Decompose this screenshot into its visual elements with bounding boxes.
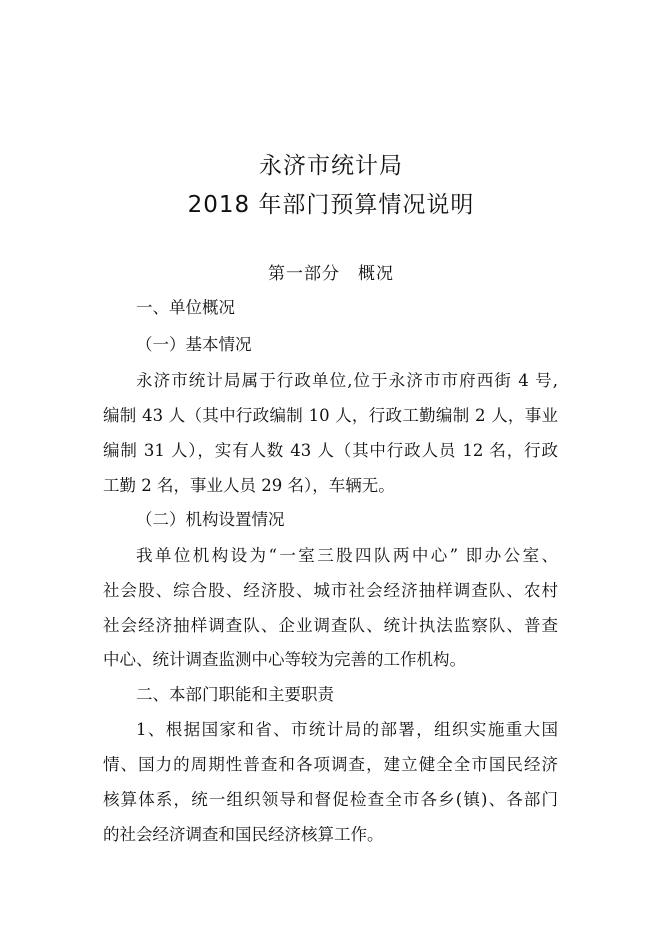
paragraph-line: 我单位机构设为“一室三股四队两中心” 即办公室、 [136,546,558,565]
paragraph-line: 编制 43 人（其中行政编制 10 人，行政工勤编制 2 人，事业 [103,406,558,425]
section-heading-unit-overview: 一、单位概况 [136,298,235,317]
paragraph-line: 的社会经济调查和国民经济核算工作。 [103,825,384,844]
paragraph-line: 核算体系，统一组织领导和督促检查全市各乡(镇)、各部门 [103,790,558,809]
paragraph-line: 1、根据国家和省、市统计局的部署，组织实施重大国 [136,720,558,739]
paragraph-line: 工勤 2 名，事业人员 29 名），车辆无。 [103,476,395,495]
paragraph-line: 编制 31 人），实有人数 43 人（其中行政人员 12 名，行政 [103,441,558,460]
subsection-heading-org-structure: （二）机构设置情况 [136,510,285,529]
section-heading-duties: 二、本部门职能和主要职责 [136,685,334,704]
document-title-org: 永济市统计局 [259,153,403,179]
document-title-main: 2018 年部门预算情况说明 [187,192,475,218]
paragraph-line: 社会经济抽样调查队、企业调查队、统计执法监察队、普查 [103,616,558,635]
paragraph-line: 情、国力的周期性普查和各项调查，建立健全全市国民经济 [103,755,558,774]
paragraph-line: 永济市统计局属于行政单位,位于永济市市府西街 4 号, [136,371,558,390]
part-heading: 第一部分 概况 [268,264,394,284]
paragraph-line: 中心、统计调查监测中心等较为完善的工作机构。 [103,650,466,669]
paragraph-line: 社会股、综合股、经济股、城市社会经济抽样调查队、农村 [103,581,558,600]
subsection-heading-basic-info: （一）基本情况 [136,335,252,354]
